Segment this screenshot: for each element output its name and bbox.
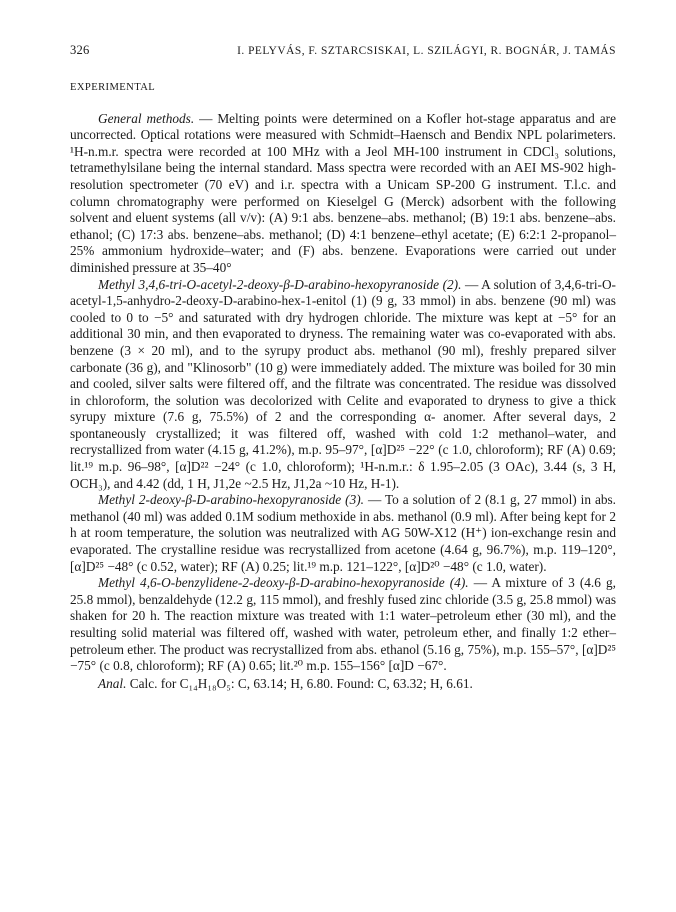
paragraph-compound-4 [70, 575, 616, 675]
paragraph-title: General methods. [98, 110, 195, 126]
analysis-label: Anal. [98, 675, 127, 691]
paragraph-body: — A solution of 3,4,6-tri-O-acetyl-1,5-anhydro-2-deoxy-D-arabino-hex-1-enitol (1) (9 g, 33 mmol) in abs. benzene (90 ml) was cooled to 0 to −5° and saturated with dry hydrogen chloride. The mixture was kept at −5° for an additional 30 min, and then evaporated to dryness. The remaining water was co-evaporated with abs. benzene (3 × 20 ml), and to the syrupy product abs. methanol (90 ml), freshly prepared silver carbonate (36 g), and "Klinosorb" (10 g) were immediately added. The mixture was boiled for 30 min and cooled, silver salts were filtered off, and the filtrate was concentrated. The residue was dissolved in chloroform, the solution was decolorized with Celite and evaporated to dryness to give a thick syrupy mixture (7.6 g, 75.5%) of 2 and the corresponding α- anomer. After several days, 2 spontaneously crystallized; it was filtered off, washed with cold 1:2 methanol–water, and recrystallized from water (4.15 g, 41.2%), m.p. 95–97°, [α]D²⁵ −22° (c 1.0, chloroform); RF (A) 0.69; lit.¹⁹ m.p. 96–98°, [α]D²² −24° (c 1.0, chloroform); ¹H-n.m.r.: δ 1.95–2.05 (3 OAc), 3.44 (s, 3 H, OCH₃), and 4.42 (dd, 1 H, J1,2e ~2.5 Hz, J1,2a ~10 Hz, H-1). [70, 276, 616, 491]
paragraph-compound-2 [70, 277, 616, 493]
paragraph-general-methods [70, 111, 616, 277]
paragraph-body: — A mixture of 3 (4.6 g, 25.8 mmol), benzaldehyde (12.2 g, 115 mmol), and freshly fused zinc chloride (3.5 g, 25.8 mmol) was shaken for 20 h. The reaction mixture was treated with 1:1 water–petroleum ether (30 ml), and the resulting solid material was filtered off, washed with water, petroleum ether, and finally 1:2 ether–petroleum ether. The product was recrystallized from abs. ethanol (5.16 g, 75%), m.p. 155–57°, [α]D²⁵ −75° (c 0.8, chloroform); RF (A) 0.65; lit.²⁰ m.p. 155–156° [α]D −67°. [70, 575, 617, 674]
journal-page [70, 42, 616, 692]
paragraph-title: Methyl 4,6-O-benzylidene-2-deoxy-β-D-arabino-hexopyranoside (4). [98, 575, 469, 591]
paragraph-body: — To a solution of 2 (8.1 g, 27 mmol) in abs. methanol (40 ml) was added 0.1M sodium methoxide in abs. methanol (0.9 ml). After being kept for 2 h at room temperature, the solution was neutralized with AG 50W-X12 (H⁺) ion-exchange resin and evaporated. The crystalline residue was recrystallized from acetone (4.64 g, 96.7%), m.p. 119–120°, [α]D²⁵ −48° (c 0.52, water); RF (A) 0.25; lit.¹⁹ m.p. 121–122°, [α]D²⁰ −48° (c 1.0, water). [70, 492, 616, 574]
paragraph-analysis [70, 676, 616, 693]
section-heading: EXPERIMENTAL [70, 82, 156, 93]
author-list: I. PELYVÁS, F. SZTARCSISKAI, L. SZILÁGYI, R. BOGNÁR, J. TAMÁS [237, 45, 616, 57]
paragraph-title: Methyl 2-deoxy-β-D-arabino-hexopyranoside (3). [98, 492, 364, 508]
paragraph-body: — Melting points were determined on a Kofler hot-stage apparatus and are uncorrected. Optical rotations were measured with Schmidt–Haensch and Bendix NPL polarimeters. ¹H-n.m.r. spectra were recorded at 100 MHz with a Jeol MH-100 instrument in CDCl₃ solutions, tetramethylsilane being the internal standard. Mass spectra were recorded with an AEI MS-902 high-resolution spectrometer (70 eV) and i.r. spectra with a Unicam SP-200 G instrument. T.l.c. and column chromatography were performed on Kieselgel G (Merck) adsorbent with the following solvent and eluent systems (all v/v): (A) 9:1 abs. benzene–abs. methanol; (B) 19:1 abs. benzene–abs. ethanol; (C) 17:3 abs. benzene–abs. methanol; (D) 4:1 benzene–ethyl acetate; (E) 6:2:1 2-propanol–25% ammonium hydroxide–water; and (F) abs. benzene. Evaporations were carried out under diminished pressure at 35–40° [70, 110, 616, 275]
page-number: 326 [70, 43, 90, 57]
running-header [70, 42, 616, 62]
analysis-body: Calc. for C₁₄H₁₈O₅: C, 63.14; H, 6.80. Found: C, 63.32; H, 6.61. [126, 675, 473, 691]
paragraph-compound-3 [70, 492, 616, 575]
paragraph-title: Methyl 3,4,6-tri-O-acetyl-2-deoxy-β-D-arabino-hexopyranoside (2). [98, 276, 462, 292]
